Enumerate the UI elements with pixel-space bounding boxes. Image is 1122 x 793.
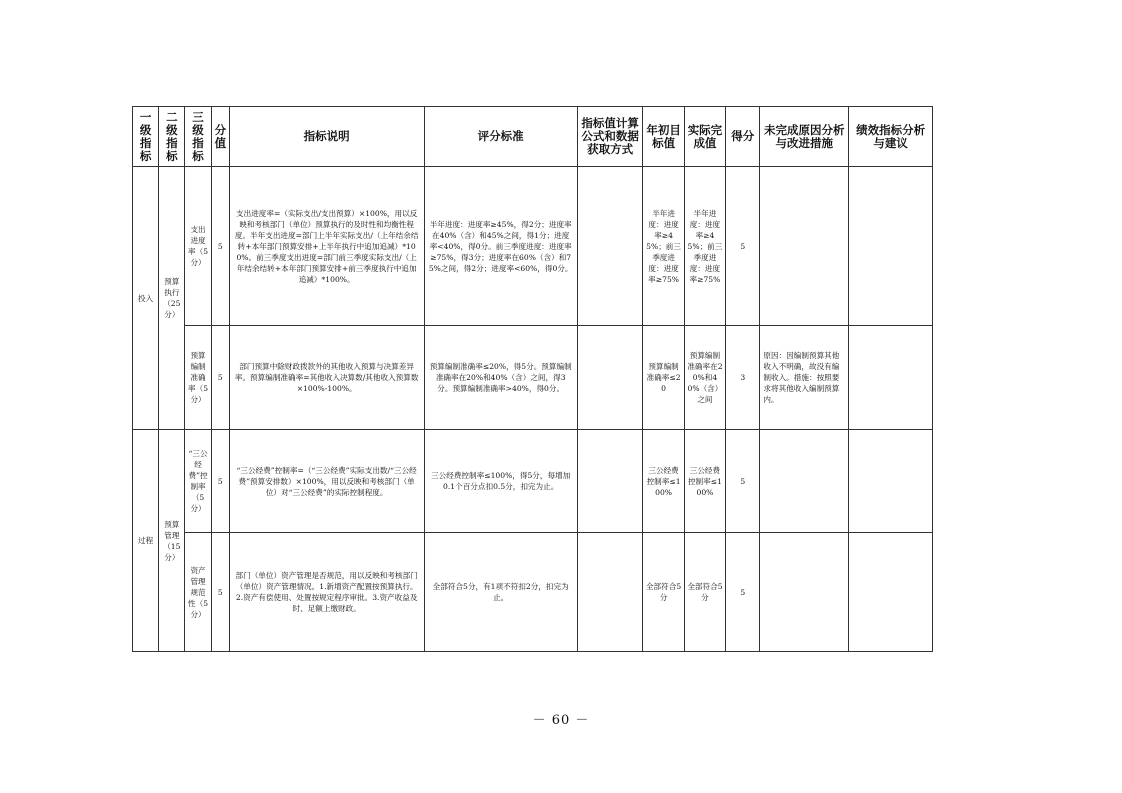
description-cell: 部门（单位）资产管理是否规范，用以反映和考核部门（单位）资产管理情况。1.新增资产配置按预算执行。2.资产有偿使用、处置按规定程序审批。3.资产收益及时、足额上缴财政。	[229, 533, 424, 652]
target-cell: 全部符合5分	[643, 533, 684, 652]
criteria-cell: 全部符合5分，有1项不符扣2分，扣完为止。	[424, 533, 577, 652]
actual-cell: 三公经费控制率≤100%	[684, 430, 725, 533]
level1-cell: 投入	[133, 167, 159, 430]
performance-table	[132, 106, 933, 652]
header-formula: 指标值计算公式和数据获取方式	[577, 107, 643, 167]
header-score-value: 分值	[211, 107, 229, 167]
target-cell: 半年进度：进度率≥45%；前三季度进度：进度率≥75%	[643, 167, 684, 326]
score-value-cell: 5	[211, 326, 229, 430]
level1-cell: 过程	[133, 430, 159, 652]
header-reason: 未完成原因分析与改进措施	[760, 107, 849, 167]
criteria-cell: 预算编制准确率≤20%，得5分。预算编制准确率在20%和40%（含）之间，得3分。预算编制准确率>40%，得0分。	[424, 326, 577, 430]
score-cell: 5	[726, 533, 760, 652]
formula-cell	[577, 326, 643, 430]
score-value-cell: 5	[211, 167, 229, 326]
header-score: 得分	[726, 107, 760, 167]
reason-cell	[760, 533, 849, 652]
table-row	[133, 167, 933, 326]
reason-cell: 原因：因编制预算其他收入不明确，故没有编制收入。措施：按照要求将其他收入编制预算内。	[760, 326, 849, 430]
description-cell: 部门预算中除财政拨款外的其他收入预算与决算差异率。预算编制准确率=其他收入决算数/其他收入预算数×100%-100%。	[229, 326, 424, 430]
header-level2: 二级指标	[159, 107, 185, 167]
target-cell: 三公经费控制率≤100%	[643, 430, 684, 533]
header-level1: 一级指标	[133, 107, 159, 167]
page-number: － 60 －	[532, 713, 590, 728]
description-cell: “三公经费”控制率=（“三公经费”实际支出数/“三公经费”预算安排数）×100%，用以反映和考核部门（单位）对“三公经费”的实际控制程度。	[229, 430, 424, 533]
target-cell: 预算编制准确率≤20	[643, 326, 684, 430]
reason-cell	[760, 430, 849, 533]
formula-cell	[577, 430, 643, 533]
table-row	[133, 533, 933, 652]
criteria-cell: 半年进度：进度率≥45%，得2分；进度率在40%（含）和45%之间，得1分；进度率<40%，得0分。前三季度进度：进度率≥75%，得3分；进度率在60%（含）和75%之间，得2分；进度率<60%，得0分。	[424, 167, 577, 326]
score-value-cell: 5	[211, 533, 229, 652]
level3-cell: “三公经费”控制率（5分）	[185, 430, 211, 533]
formula-cell	[577, 533, 643, 652]
criteria-cell: 三公经费控制率≤100%，得5分，每增加0.1个百分点扣0.5分，扣完为止。	[424, 430, 577, 533]
description-cell: 支出进度率=（实际支出/支出预算）×100%，用以反映和考核部门（单位）预算执行的及时性和均衡性程度。半年支出进度=部门上半年实际支出/（上年结余结转+本年部门预算安排+上半年执行中追加追减）*100%。前三季度支出进度=部门前三季度实际支出/（上年结余结转+本年部门预算安排+前三季度执行中追加追减）*100%。	[229, 167, 424, 326]
reason-cell	[760, 167, 849, 326]
header-analysis: 绩效指标分析与建议	[849, 107, 933, 167]
level3-cell: 资产管理规范性（5分）	[185, 533, 211, 652]
table-row	[133, 430, 933, 533]
score-cell: 5	[726, 430, 760, 533]
header-row	[133, 107, 933, 167]
header-target: 年初目标值	[643, 107, 684, 167]
level2-cell: 预算执行（25分）	[159, 167, 185, 430]
analysis-cell	[849, 430, 933, 533]
score-cell: 3	[726, 326, 760, 430]
score-cell: 5	[726, 167, 760, 326]
header-actual: 实际完成值	[684, 107, 725, 167]
level2-cell: 预算管理（15分）	[159, 430, 185, 652]
level3-cell: 预算编制准确率（5分）	[185, 326, 211, 430]
score-value-cell: 5	[211, 430, 229, 533]
actual-cell: 预算编制准确率在20%和40%（含）之间	[684, 326, 725, 430]
header-level3: 三级指标	[185, 107, 211, 167]
actual-cell: 全部符合5分	[684, 533, 725, 652]
actual-cell: 半年进度：进度率≥45%；前三季度进度：进度率≥75%	[684, 167, 725, 326]
analysis-cell	[849, 326, 933, 430]
table-row	[133, 326, 933, 430]
header-description: 指标说明	[229, 107, 424, 167]
formula-cell	[577, 167, 643, 326]
analysis-cell	[849, 167, 933, 326]
level3-cell: 支出进度率（5分）	[185, 167, 211, 326]
analysis-cell	[849, 533, 933, 652]
header-criteria: 评分标准	[424, 107, 577, 167]
